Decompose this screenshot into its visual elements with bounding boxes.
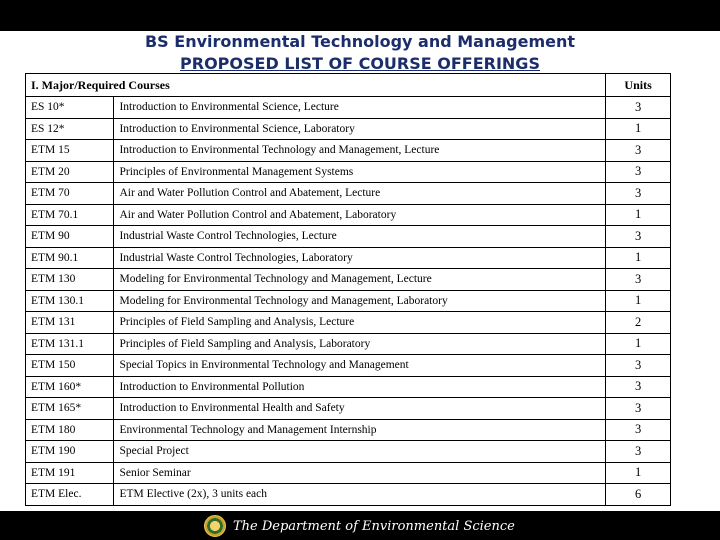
table-row (26, 333, 671, 355)
course-code-cell: ETM Elec. (26, 484, 114, 506)
course-title-cell: Introduction to Environmental Technology and Management, Lecture (114, 140, 606, 162)
course-code-cell: ETM 130.1 (26, 290, 114, 312)
course-units-cell: 3 (606, 376, 671, 398)
course-title-cell: Introduction to Environmental Pollution (114, 376, 606, 398)
course-title-cell: ETM Elective (2x), 3 units each (114, 484, 606, 506)
course-units-cell: 3 (606, 419, 671, 441)
section-heading: I. Major/Required Courses (26, 74, 606, 97)
course-title-cell: Industrial Waste Control Technologies, Lecture (114, 226, 606, 248)
course-code-cell: ETM 131.1 (26, 333, 114, 355)
course-units-cell: 3 (606, 269, 671, 291)
table-row (26, 441, 671, 463)
course-title-cell: Environmental Technology and Management Internship (114, 419, 606, 441)
course-code-cell: ETM 70.1 (26, 204, 114, 226)
course-units-cell: 3 (606, 355, 671, 377)
course-rows (26, 97, 671, 506)
course-code-cell: ETM 191 (26, 462, 114, 484)
course-units-cell: 1 (606, 333, 671, 355)
table-row (26, 376, 671, 398)
course-title-cell: Principles of Field Sampling and Analysis, Laboratory (114, 333, 606, 355)
course-title-cell: Air and Water Pollution Control and Abatement, Lecture (114, 183, 606, 205)
table-row (26, 484, 671, 506)
table-row (26, 247, 671, 269)
top-bar (0, 0, 720, 31)
course-code-cell: ETM 150 (26, 355, 114, 377)
course-code-cell: ETM 130 (26, 269, 114, 291)
course-table (25, 73, 671, 506)
course-code-cell: ES 12* (26, 118, 114, 140)
course-units-cell: 6 (606, 484, 671, 506)
course-code-cell: ETM 190 (26, 441, 114, 463)
table-row (26, 312, 671, 334)
course-code-cell: ETM 20 (26, 161, 114, 183)
units-heading: Units (606, 74, 671, 97)
footer-text: The Department of Environmental Science (233, 519, 515, 534)
course-title-cell: Air and Water Pollution Control and Abatement, Laboratory (114, 204, 606, 226)
course-title-cell: Modeling for Environmental Technology and Management, Laboratory (114, 290, 606, 312)
university-seal-icon (204, 515, 226, 537)
course-units-cell: 2 (606, 312, 671, 334)
page-title (0, 31, 720, 75)
course-table-container (25, 73, 671, 506)
course-code-cell: ETM 165* (26, 398, 114, 420)
course-title-cell: Special Topics in Environmental Technology and Management (114, 355, 606, 377)
title-line-2: PROPOSED LIST OF COURSE OFFERINGS (180, 54, 540, 73)
course-code-cell: ETM 15 (26, 140, 114, 162)
course-title-cell: Industrial Waste Control Technologies, Laboratory (114, 247, 606, 269)
course-title-cell: Introduction to Environmental Health and Safety (114, 398, 606, 420)
course-title-cell: Senior Seminar (114, 462, 606, 484)
title-line-1: BS Environmental Technology and Management (144, 32, 576, 51)
table-header-row (26, 74, 671, 97)
course-units-cell: 3 (606, 226, 671, 248)
table-row (26, 140, 671, 162)
course-units-cell: 1 (606, 290, 671, 312)
table-row (26, 290, 671, 312)
course-code-cell: ETM 180 (26, 419, 114, 441)
table-row (26, 97, 671, 119)
course-title-cell: Modeling for Environmental Technology and Management, Lecture (114, 269, 606, 291)
table-row (26, 118, 671, 140)
table-row (26, 462, 671, 484)
course-code-cell: ES 10* (26, 97, 114, 119)
table-row (26, 269, 671, 291)
course-title-cell: Principles of Environmental Management Systems (114, 161, 606, 183)
course-code-cell: ETM 131 (26, 312, 114, 334)
table-row (26, 355, 671, 377)
table-row (26, 419, 671, 441)
table-row (26, 398, 671, 420)
course-units-cell: 3 (606, 398, 671, 420)
course-code-cell: ETM 160* (26, 376, 114, 398)
course-code-cell: ETM 70 (26, 183, 114, 205)
table-row (26, 183, 671, 205)
course-units-cell: 1 (606, 462, 671, 484)
course-title-cell: Special Project (114, 441, 606, 463)
course-title-cell: Introduction to Environmental Science, Laboratory (114, 118, 606, 140)
course-units-cell: 3 (606, 161, 671, 183)
course-units-cell: 3 (606, 140, 671, 162)
table-row (26, 204, 671, 226)
course-units-cell: 1 (606, 247, 671, 269)
course-units-cell: 1 (606, 204, 671, 226)
course-code-cell: ETM 90.1 (26, 247, 114, 269)
course-units-cell: 3 (606, 441, 671, 463)
course-title-cell: Introduction to Environmental Science, Lecture (114, 97, 606, 119)
course-units-cell: 3 (606, 183, 671, 205)
course-code-cell: ETM 90 (26, 226, 114, 248)
course-title-cell: Principles of Field Sampling and Analysis, Lecture (114, 312, 606, 334)
course-units-cell: 1 (606, 118, 671, 140)
course-units-cell: 3 (606, 97, 671, 119)
table-row (26, 226, 671, 248)
table-row (26, 161, 671, 183)
